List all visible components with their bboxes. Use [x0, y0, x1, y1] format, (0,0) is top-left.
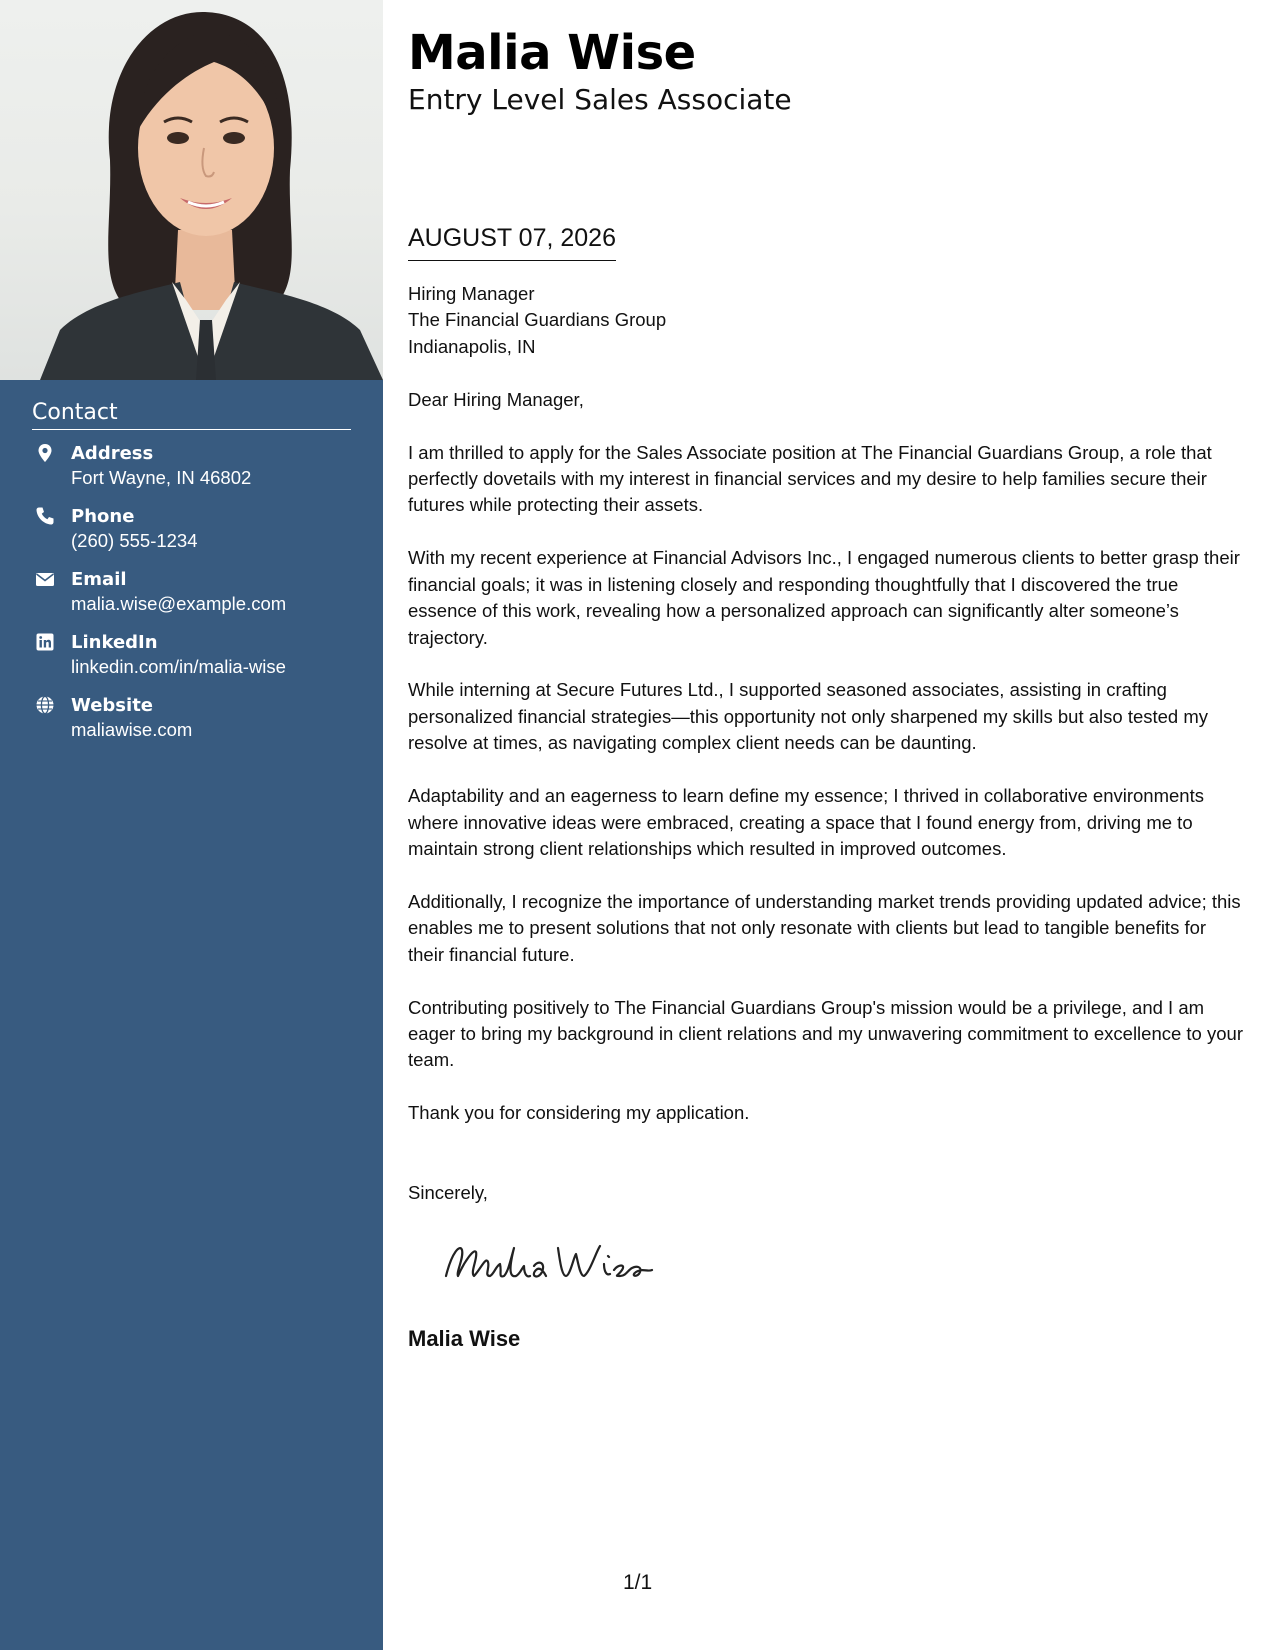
website-value[interactable]: maliawise.com	[71, 719, 193, 740]
phone-icon	[35, 506, 55, 526]
body-paragraph: While interning at Secure Futures Ltd., I supported seasoned associates, assisting in crafting personalized financial strategies—this opportunity not only sharpened my skills but also tested my resolve at times, as navigating complex client needs can be daunting.	[408, 679, 1209, 754]
salutation: Dear Hiring Manager,	[408, 389, 584, 411]
profile-photo	[0, 0, 383, 380]
recipient-block	[408, 281, 1243, 360]
page-number: 1/1	[623, 1571, 653, 1594]
body-paragraph: Additionally, I recognize the importance of understanding market trends providing updated advice; this enables me to present solutions that not only resonate with clients but lead to tangible benefits for their financial future.	[408, 890, 1241, 965]
contact-label: Email	[71, 569, 127, 590]
contact-phone	[32, 505, 351, 568]
contact-heading: Contact	[32, 400, 351, 430]
signer-name: Malia Wise	[408, 1326, 521, 1351]
contact-website	[32, 694, 351, 757]
contact-address	[32, 442, 351, 505]
linkedin-value[interactable]: linkedin.com/in/malia-wise	[71, 656, 286, 677]
recipient-line: Hiring Manager	[408, 283, 535, 304]
contact-email	[32, 568, 351, 631]
letter-body	[408, 281, 1243, 1153]
letter-date: AUGUST 07, 2026	[408, 222, 616, 261]
phone-value[interactable]: (260) 555-1234	[71, 530, 198, 551]
body-paragraph: Thank you for considering my application.	[408, 1102, 750, 1124]
handwritten-signature	[438, 1232, 668, 1292]
contact-label: Phone	[71, 506, 135, 527]
contact-label: Website	[71, 695, 154, 716]
body-paragraph: Contributing positively to The Financial Guardians Group's mission would be a privilege, and I am eager to bring my background in client relations and my unwavering commitment to excellence to your team.	[408, 996, 1243, 1071]
contact-linkedin	[32, 631, 351, 694]
body-paragraph: With my recent experience at Financial Advisors Inc., I engaged numerous clients to better grasp their financial goals; it was in listening closely and responding thoughtfully that I discovered the true essence of this work, revealing how a personalized approach can significantly alter someone’s trajectory.	[408, 547, 1240, 648]
contact-section	[32, 400, 351, 757]
sidebar	[0, 0, 383, 1650]
envelope-icon	[35, 569, 55, 589]
recipient-line: Indianapolis, IN	[408, 335, 536, 357]
body-paragraph: I am thrilled to apply for the Sales Associate position at The Financial Guardians Group, a role that perfectly dovetails with my interest in financial services and my desire to help families secure their futures while protecting their assets.	[408, 441, 1212, 516]
contact-label: LinkedIn	[71, 632, 158, 653]
body-paragraph: Adaptability and an eagerness to learn define my essence; I thrived in collaborative environments where innovative ideas were embraced, creating a space that I found energy from, driving me to maintain strong client relationships which resulted in improved outcomes.	[408, 785, 1204, 859]
email-value[interactable]: malia.wise@example.com	[71, 593, 287, 614]
address-value: Fort Wayne, IN 46802	[71, 467, 252, 488]
globe-icon	[35, 695, 55, 715]
contact-label: Address	[71, 443, 154, 464]
map-pin-icon	[35, 443, 55, 463]
linkedin-icon	[35, 632, 55, 652]
recipient-line: The Financial Guardians Group	[408, 309, 667, 331]
job-title: Entry Level Sales Associate	[408, 83, 792, 116]
applicant-name: Malia Wise	[408, 25, 696, 81]
closing: Sincerely,	[408, 1182, 488, 1203]
